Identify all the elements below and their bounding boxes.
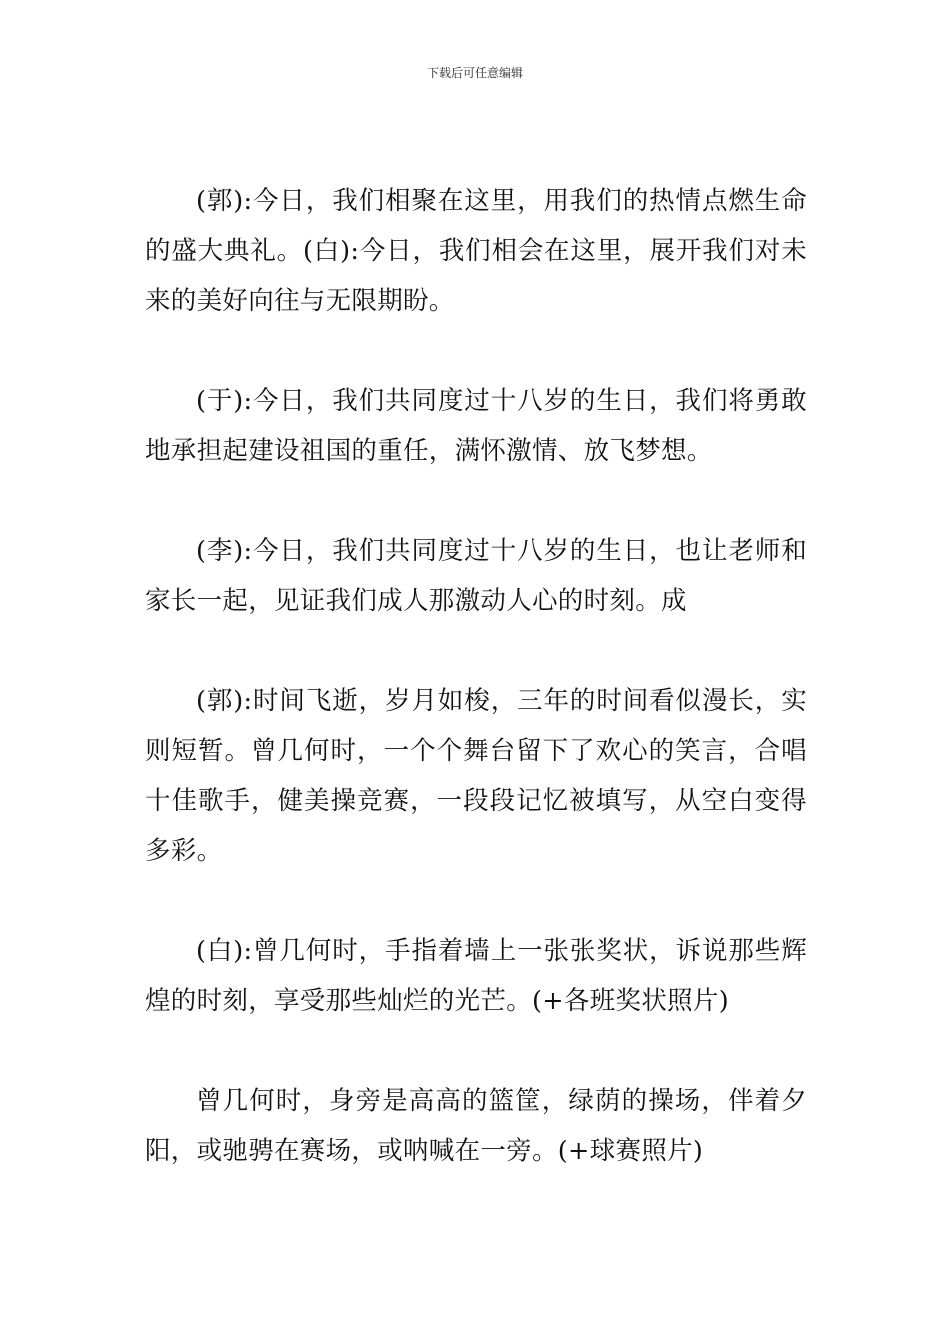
paragraph-1: (郭):今日，我们相聚在这里，用我们的热情点燃生命的盛大典礼。(白):今日，我们相会在这里，展开我们对未来的美好向往与无限期盼。 <box>145 186 807 316</box>
paragraph-4: (郭):时间飞逝，岁月如梭，三年的时间看似漫长，实则短暂。曾几何时，一个个舞台留下了欢心的笑言，合唱十佳歌手，健美操竞赛，一段段记忆被填写，从空白变得多彩。 <box>145 686 807 866</box>
paragraph-2: (于):今日，我们共同度过十八岁的生日，我们将勇敢地承担起建设祖国的重任，满怀激情、放飞梦想。 <box>145 386 807 466</box>
paragraph-6: 曾几何时，身旁是高高的篮筐，绿荫的操场，伴着夕阳，或驰骋在赛场，或呐喊在一旁。(+球赛照片) <box>145 1086 807 1166</box>
paragraph-5: (白):曾几何时，手指着墙上一张张奖状，诉说那些辉煌的时刻，享受那些灿烂的光芒。(+各班奖状照片) <box>145 936 807 1016</box>
document-body <box>145 176 807 1176</box>
page-header: 下载后可任意编辑 <box>426 66 523 80</box>
paragraph-3: (李):今日，我们共同度过十八岁的生日，也让老师和家长一起，见证我们成人那激动人心的时刻。成 <box>145 536 807 616</box>
